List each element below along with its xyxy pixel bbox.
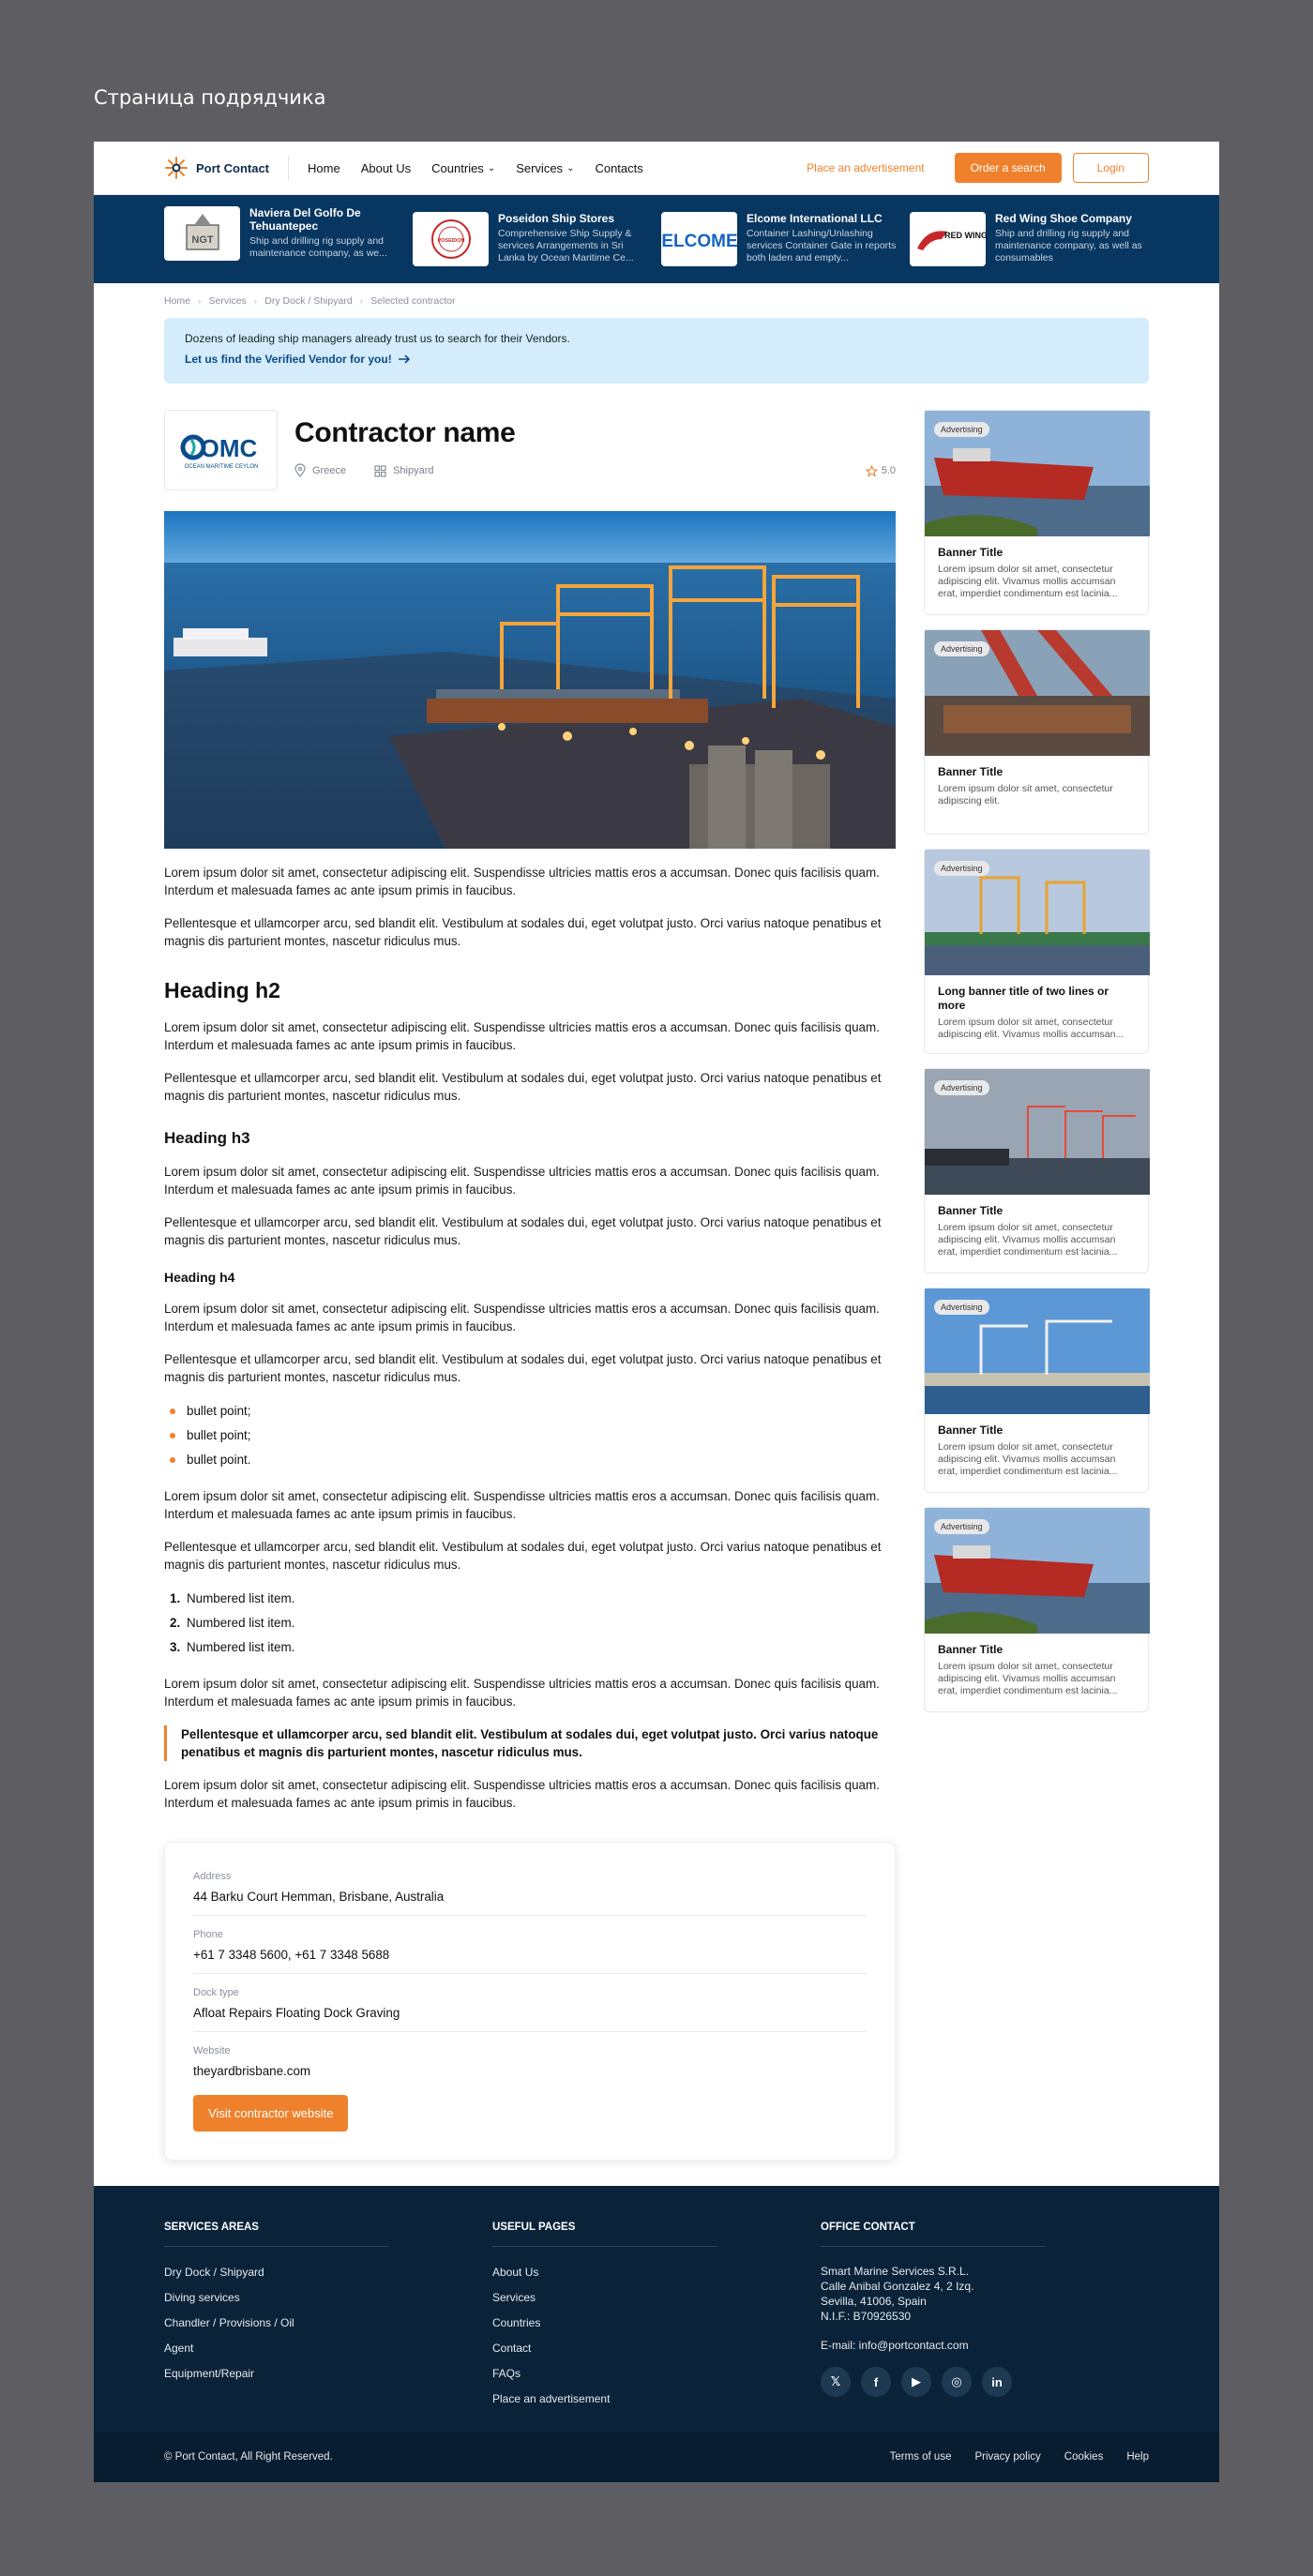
numbered-item <box>164 1635 896 1660</box>
banner-body <box>925 1634 1148 1707</box>
vendor-logo <box>661 212 737 266</box>
dock-type-label: Dock type <box>193 1987 239 1998</box>
vendor-name: Elcome International LLC <box>747 212 883 225</box>
website-row <box>193 2045 867 2078</box>
nav-contacts[interactable] <box>595 161 642 175</box>
contractor-logo-subtext: OCEAN MARITIME CEYLON <box>184 464 258 470</box>
address-value: 44 Barku Court Hemman, Brisbane, Australia <box>193 1890 445 1904</box>
vendor-logo <box>164 206 240 261</box>
star-icon <box>866 465 878 477</box>
paragraph: Pellentesque et ullamcorper arcu, sed blandit elit. Vestibulum at sodales dui, eget volutpat justo. Orci varius natoque penatibus et magnis dis parturient montes, nascetur ridiculus mus. <box>164 916 882 948</box>
contractor-country <box>294 464 346 477</box>
vendor-logo <box>910 212 986 266</box>
website-value[interactable]: theyardbrisbane.com <box>193 2064 311 2078</box>
heading-h3: Heading h3 <box>164 1129 250 1147</box>
linkedin-icon[interactable]: in <box>982 2367 1012 2397</box>
order-search-button[interactable]: Order a search <box>955 153 1062 183</box>
vendor-desc: Comprehensive Ship Supply & services Arrangements in Sri Lanka by Ocean Maritime Ce... <box>498 228 634 264</box>
advertising-badge: Advertising <box>934 641 989 656</box>
x-icon[interactable]: 𝕏 <box>821 2367 851 2397</box>
paragraph: Pellentesque et ullamcorper arcu, sed blandit elit. Vestibulum at sodales dui, eget volutpat justo. Orci varius natoque penatibus et magnis dis parturient montes, nascetur ridiculus mus. <box>164 1540 882 1572</box>
vendor-desc: Container Lashing/Unlashing services Container Gate in reports both laden and empty... <box>747 228 897 264</box>
breadcrumb-item[interactable]: Home <box>164 295 191 307</box>
office-email[interactable]: E-mail: info@portcontact.com <box>821 2339 969 2352</box>
vendor-card[interactable] <box>413 212 652 266</box>
office-address <box>821 2264 1149 2324</box>
item-text: Numbered list item. <box>187 1616 295 1630</box>
paragraph: Lorem ipsum dolor sit amet, consectetur adipiscing elit. Suspendisse ultricies mattis eros a accumsan. Donec quis facilisis quam. Interdum et malesuada fames ac ante ipsum primis in faucibus. <box>164 1778 880 1810</box>
banner-body <box>925 756 1148 817</box>
vendor-desc: Ship and drilling rig supply and maintenance company, as we... <box>249 235 387 259</box>
chevron-down-icon: ⌄ <box>566 162 575 173</box>
vendor-card[interactable] <box>164 206 403 272</box>
banner-title: Banner Title <box>938 546 1004 559</box>
footer-link[interactable]: Agent <box>164 2342 194 2355</box>
banner-title: Long banner title of two lines or more <box>938 985 1109 1012</box>
logo-text: Port Contact <box>196 160 269 175</box>
phone-label: Phone <box>193 1929 223 1940</box>
banner-text: Lorem ipsum dolor sit amet, consectetur adipiscing elit. <box>938 783 1113 806</box>
legal-links <box>890 2451 1149 2463</box>
notice-text: Dozens of leading ship managers already trust us to search for their Vendors. <box>185 332 570 345</box>
paragraph: Pellentesque et ullamcorper arcu, sed blandit elit. Vestibulum at sodales dui, eget volutpat justo. Orci varius natoque penatibus et magnis dis parturient montes, nascetur ridiculus mus. <box>164 1071 882 1103</box>
vendor-logo-text: NGT <box>190 234 214 246</box>
visit-website-button[interactable]: Visit contractor website <box>193 2095 348 2132</box>
chevron-right-icon: › <box>359 295 364 307</box>
site-header <box>94 142 1219 195</box>
chevron-down-icon: ⌄ <box>487 162 496 173</box>
address-label: Address <box>193 1871 232 1882</box>
contractor-info <box>294 410 896 490</box>
banner-text: Lorem ipsum dolor sit amet, consectetur adipiscing elit. Vivamus mollis accumsan erat, imperdiet condimentum est lacinia... <box>938 1661 1118 1696</box>
contractor-type <box>374 465 433 477</box>
contractor-type-label: Shipyard <box>393 465 434 476</box>
login-button[interactable]: Login <box>1073 153 1149 183</box>
address-line: Calle Anibal Gonzalez 4, 2 Izq. <box>821 2280 974 2293</box>
nav-countries[interactable] <box>431 161 495 175</box>
nav-services[interactable] <box>516 161 574 175</box>
footer-link[interactable]: About Us <box>492 2266 539 2279</box>
footer-links <box>164 2260 492 2387</box>
footer-services <box>164 2222 492 2412</box>
arrow-right-icon <box>398 354 411 364</box>
footer-link[interactable]: Dry Dock / Shipyard <box>164 2266 264 2279</box>
port-hero-image <box>164 511 896 849</box>
rating-value: 5.0 <box>881 465 896 476</box>
bullet-item: bullet point; <box>164 1424 896 1448</box>
footer-heading: USEFUL PAGES <box>492 2222 717 2247</box>
nav-label: Home <box>308 160 340 175</box>
notice-link[interactable] <box>185 353 1128 366</box>
content-area <box>94 384 1219 2161</box>
paragraph: Lorem ipsum dolor sit amet, consectetur adipiscing elit. Suspendisse ultricies mattis eros a accumsan. Donec quis facilisis quam. Interdum et malesuada fames ac ante ipsum primis in faucibus. <box>164 1302 880 1333</box>
vendor-card[interactable] <box>910 212 1149 266</box>
article-body <box>164 864 896 1812</box>
banner-title: Banner Title <box>938 1424 1004 1437</box>
advertising-badge: Advertising <box>934 861 989 876</box>
banner-text: Lorem ipsum dolor sit amet, consectetur adipiscing elit. Vivamus mollis accumsan erat, imperdiet condimentum est lacinia... <box>938 1441 1118 1477</box>
place-ad-link[interactable]: Place an advertisement <box>807 161 925 174</box>
breadcrumb <box>94 283 1219 307</box>
copyright: © Port Contact, All Right Reserved. <box>164 2451 333 2463</box>
ad-banner[interactable] <box>924 1288 1149 1493</box>
ad-banner[interactable] <box>924 1068 1149 1273</box>
website-label: Website <box>193 2045 231 2056</box>
social-links <box>821 2367 1149 2397</box>
privacy-link[interactable]: Privacy policy <box>974 2451 1041 2463</box>
chevron-right-icon: › <box>198 295 202 307</box>
sidebar <box>924 410 1149 2161</box>
banner-title: Banner Title <box>938 1204 1004 1217</box>
footer-link[interactable]: Contact <box>492 2342 532 2355</box>
main-nav <box>308 161 643 175</box>
vendor-logo <box>413 212 489 266</box>
banner-title: Banner Title <box>938 1643 1004 1656</box>
vendor-name: Red Wing Shoe Company <box>995 212 1132 225</box>
footer-pages <box>492 2222 821 2412</box>
item-number: 2. <box>170 1616 181 1630</box>
numbered-item <box>164 1587 896 1611</box>
banner-body <box>925 536 1148 610</box>
address-line: Sevilla, 41006, Spain <box>821 2295 927 2308</box>
bullet-list <box>164 1399 896 1472</box>
paragraph: Pellentesque et ullamcorper arcu, sed blandit elit. Vestibulum at sodales dui, eget volutpat justo. Orci varius natoque penatibus et magnis dis parturient montes, nascetur ridiculus mus. <box>164 1215 882 1247</box>
footer-link[interactable]: FAQs <box>492 2367 521 2380</box>
dock-type-value: Afloat Repairs Floating Dock Graving <box>193 2006 400 2020</box>
footer-columns <box>94 2186 1219 2412</box>
item-number: 3. <box>170 1640 181 1654</box>
ad-banner[interactable] <box>924 410 1149 615</box>
vendor-name: Naviera Del Golfo De Tehuantepec <box>249 206 361 233</box>
nav-label: About Us <box>360 160 412 175</box>
vendor-logo-text: RED WING <box>943 231 988 240</box>
help-link[interactable]: Help <box>1126 2451 1149 2463</box>
footer-links <box>492 2260 821 2412</box>
phone-row <box>193 1929 867 1974</box>
address-line: N.I.F.: B70926530 <box>821 2310 912 2323</box>
cookies-link[interactable]: Cookies <box>1064 2451 1104 2463</box>
footer-link[interactable]: Countries <box>492 2316 541 2329</box>
item-text: Numbered list item. <box>187 1591 295 1605</box>
contractor-country-label: Greece <box>312 465 347 476</box>
advertising-badge: Advertising <box>934 1080 989 1095</box>
terms-link[interactable]: Terms of use <box>889 2451 952 2463</box>
notice-link-label: Let us find the Verified Vendor for you! <box>185 353 392 366</box>
contact-card <box>164 1842 896 2161</box>
contractor-logo <box>164 410 278 490</box>
banner-title: Banner Title <box>938 765 1004 778</box>
vendor-desc: Ship and drilling rig supply and maintenance company, as well as consumables <box>995 228 1142 264</box>
bullet-item: bullet point. <box>164 1448 896 1472</box>
advertising-badge: Advertising <box>934 1519 989 1534</box>
contractor-rating <box>866 465 896 477</box>
breadcrumb-item[interactable]: Services <box>208 295 247 307</box>
page-caption: Страница подрядчика <box>94 86 326 109</box>
advertising-badge: Advertising <box>934 1300 989 1315</box>
banner-text: Lorem ipsum dolor sit amet, consectetur adipiscing elit. Vivamus mollis accumsan erat, imperdiet condimentum est lacinia... <box>938 564 1118 599</box>
vendor-name: Poseidon Ship Stores <box>498 212 615 225</box>
location-pin-icon <box>294 464 306 477</box>
nav-label: Services <box>516 160 564 175</box>
breadcrumb-current: Selected contractor <box>370 295 456 307</box>
contractor-header <box>164 410 896 490</box>
footer-heading: OFFICE CONTACT <box>821 2222 1046 2247</box>
nav-label: Contacts <box>595 160 643 175</box>
banner-body <box>925 1195 1148 1268</box>
banner-body <box>925 975 1148 1050</box>
contractor-meta <box>294 464 896 477</box>
blockquote: Pellentesque et ullamcorper arcu, sed blandit elit. Vestibulum at sodales dui, eget volutpat justo. Orci varius natoque penatibus et magnis dis parturient montes, nascetur ridiculus mus. <box>164 1725 896 1761</box>
vendor-strip <box>94 195 1219 283</box>
poseidon-logo-icon <box>428 216 475 263</box>
vendor-logo-text: ELCOME <box>660 232 738 251</box>
dock-type-row <box>193 1987 867 2032</box>
address-line: Smart Marine Services S.R.L. <box>821 2265 970 2278</box>
page-frame <box>94 142 1219 2482</box>
numbered-item <box>164 1611 896 1635</box>
paragraph: Lorem ipsum dolor sit amet, consectetur adipiscing elit. Suspendisse ultricies mattis eros a accumsan. Donec quis facilisis quam. Interdum et malesuada fames ac ante ipsum primis in faucibus. <box>164 1677 880 1709</box>
vendor-card[interactable] <box>661 212 900 266</box>
bullet-item: bullet point; <box>164 1399 896 1424</box>
phone-value[interactable]: +61 7 3348 5600, +61 7 3348 5688 <box>193 1948 390 1962</box>
instagram-icon[interactable]: ◎ <box>942 2367 972 2397</box>
item-number: 1. <box>170 1591 181 1605</box>
header-divider <box>288 156 289 180</box>
banner-text: Lorem ipsum dolor sit amet, consectetur adipiscing elit. Vivamus mollis accumsan... <box>938 1017 1124 1040</box>
contractor-name: Contractor name <box>294 417 516 448</box>
footer-link[interactable]: Diving services <box>164 2291 240 2304</box>
site-footer <box>94 2186 1219 2482</box>
item-text: Numbered list item. <box>187 1640 295 1654</box>
contractor-logo-text: OMC <box>200 434 257 462</box>
main-column <box>164 410 896 2161</box>
red-wing-logo-icon <box>913 220 988 258</box>
paragraph: Lorem ipsum dolor sit amet, consectetur adipiscing elit. Suspendisse ultricies mattis eros a accumsan. Donec quis facilisis quam. Interdum et malesuada fames ac ante ipsum primis in faucibus. <box>164 1165 880 1197</box>
footer-link[interactable]: Chandler / Provisions / Oil <box>164 2316 294 2329</box>
grid-icon <box>374 465 386 477</box>
logo[interactable] <box>164 156 269 180</box>
footer-heading: SERVICES AREAS <box>164 2222 389 2247</box>
advertising-badge: Advertising <box>934 422 989 437</box>
vendor-logo-text: POSEIDON <box>436 238 465 244</box>
paragraph: Lorem ipsum dolor sit amet, consectetur adipiscing elit. Suspendisse ultricies mattis eros a accumsan. Donec quis facilisis quam. Interdum et malesuada fames ac ante ipsum primis in faucibus. <box>164 1489 880 1521</box>
nav-label: Countries <box>431 160 484 175</box>
breadcrumb-item[interactable]: Dry Dock / Shipyard <box>264 295 353 307</box>
footer-bottom <box>94 2432 1219 2482</box>
vendor-search-notice <box>164 318 1149 384</box>
nav-about[interactable] <box>361 161 411 175</box>
nav-home[interactable] <box>308 161 340 175</box>
ngt-logo-icon <box>179 210 226 257</box>
ad-banner[interactable] <box>924 849 1149 1054</box>
logo-icon <box>164 156 189 180</box>
banner-body <box>925 1414 1148 1487</box>
facebook-icon[interactable]: f <box>861 2367 891 2397</box>
footer-office <box>821 2222 1149 2412</box>
banner-text: Lorem ipsum dolor sit amet, consectetur adipiscing elit. Vivamus mollis accumsan erat, imperdiet condimentum est lacinia... <box>938 1222 1118 1258</box>
ad-banner[interactable] <box>924 1507 1149 1712</box>
paragraph: Pellentesque et ullamcorper arcu, sed blandit elit. Vestibulum at sodales dui, eget volutpat justo. Orci varius natoque penatibus et magnis dis parturient montes, nascetur ridiculus mus. <box>164 1352 882 1384</box>
youtube-icon[interactable]: ▶ <box>901 2367 931 2397</box>
paragraph: Lorem ipsum dolor sit amet, consectetur adipiscing elit. Suspendisse ultricies mattis eros a accumsan. Donec quis facilisis quam. Interdum et malesuada fames ac ante ipsum primis in faucibus. <box>164 866 880 897</box>
footer-link[interactable]: Place an advertisement <box>492 2392 611 2405</box>
heading-h2: Heading h2 <box>164 978 280 1002</box>
omc-logo-icon <box>174 427 268 474</box>
footer-link[interactable]: Equipment/Repair <box>164 2367 255 2380</box>
chevron-right-icon: › <box>253 295 258 307</box>
footer-link[interactable]: Services <box>492 2291 536 2304</box>
address-row <box>193 1871 867 1916</box>
heading-h4: Heading h4 <box>164 1270 235 1285</box>
ad-banner[interactable] <box>924 629 1149 835</box>
numbered-list <box>164 1587 896 1660</box>
paragraph: Lorem ipsum dolor sit amet, consectetur adipiscing elit. Suspendisse ultricies mattis eros a accumsan. Donec quis facilisis quam. Interdum et malesuada fames ac ante ipsum primis in faucibus. <box>164 1020 880 1052</box>
header-actions <box>807 153 1149 183</box>
elcome-logo-icon <box>660 225 738 253</box>
